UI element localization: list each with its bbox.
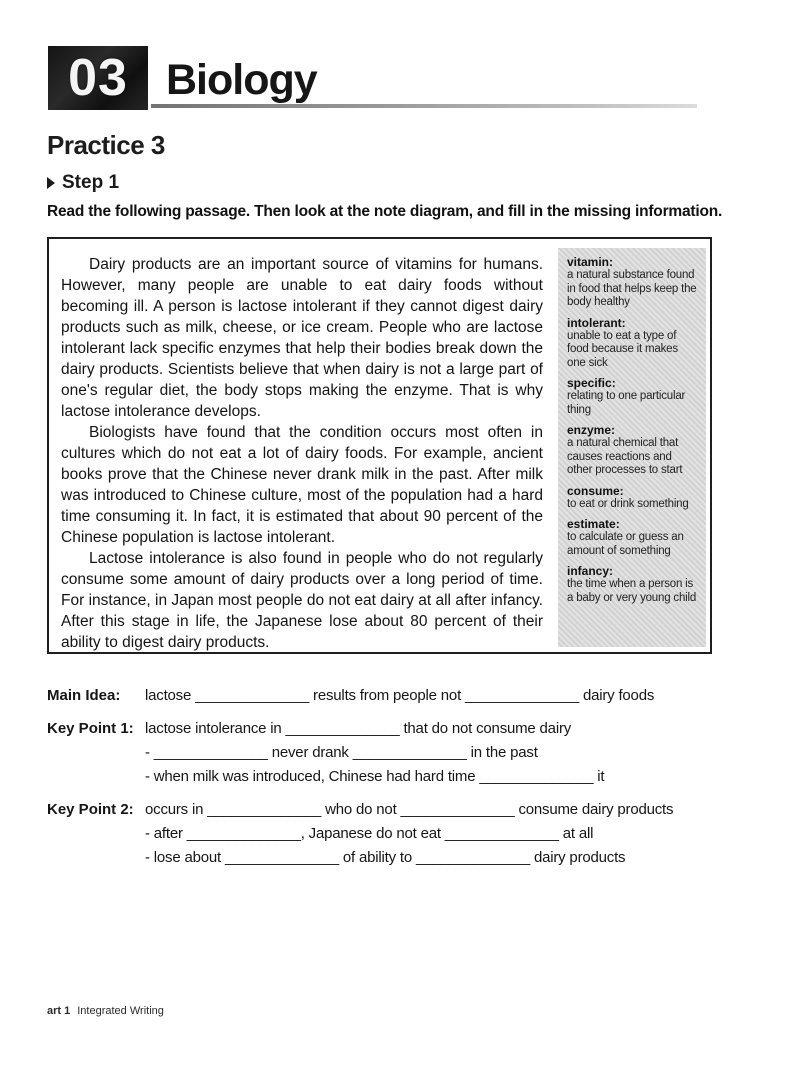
- vocab-definition: a natural chemical that causes reactions and other processes to start: [567, 437, 683, 476]
- vocab-definition: relating to one particular thing: [567, 390, 686, 416]
- note-line-with-blanks: - when milk was introduced, Chinese had hard time ______________ it: [145, 768, 605, 785]
- instruction-text: Read the following passage. Then look at the note diagram, and fill in the missing information.: [47, 203, 723, 220]
- vocab-entry: [567, 517, 697, 558]
- vocab-term: estimate:: [567, 517, 620, 531]
- vocab-term: consume:: [567, 483, 624, 498]
- practice-title: Practice 3: [47, 130, 165, 160]
- note-label: Key Point 2:: [47, 801, 134, 818]
- passage-box: [47, 237, 712, 654]
- passage-text: [61, 254, 543, 653]
- passage-paragraph: Biologists have found that the condition occurs most often in cultures which do not eat a lot of dairy foods. For example, ancient books prove that the Chinese never drank milk in the past. After milk was introduced to Chinese culture, most of the population had a hard time consuming it. In fact, it is estimated that about 90 percent of the Chinese population is lactose intolerant.: [61, 424, 543, 546]
- vocab-term: infancy:: [567, 564, 614, 578]
- vocab-entry: [567, 564, 697, 605]
- vocab-definition: unable to eat a type of food because it makes one sick: [567, 329, 678, 369]
- note-line-with-blanks: lactose intolerance in ______________ that do not consume dairy: [145, 720, 572, 737]
- note-label: Main Idea:: [47, 687, 121, 704]
- vocab-definition: a natural substance found in food that helps keep the body healthy: [567, 269, 697, 308]
- step-arrow-icon: [47, 177, 55, 189]
- note-line-with-blanks: - lose about ______________ of ability to ______________ dairy products: [145, 849, 626, 866]
- vocab-definition: to eat or drink something: [567, 497, 689, 510]
- vocab-definition: the time when a person is a baby or very young child: [567, 578, 697, 604]
- page-footer: [47, 1005, 164, 1017]
- note-label: Key Point 1:: [47, 720, 134, 737]
- note-row-key-point-1: [47, 719, 727, 791]
- vocab-term: specific:: [567, 376, 616, 390]
- note-row-key-point-2: [47, 800, 727, 872]
- note-lines: [145, 719, 727, 791]
- step-label: Step 1: [62, 172, 120, 193]
- step-heading: [47, 172, 119, 194]
- note-lines: [145, 686, 727, 710]
- passage-paragraph: Dairy products are an important source of vitamins for humans. However, many people are unable to eat dairy foods without becoming ill. A person is lactose intolerant if they cannot digest dairy products such as milk, cheese, or ice cream. People who are lactose intolerant lack specific enzymes that help their bodies break down the dairy products. Scientists believe that when dairy is not a large part of one's regular diet, the body stops making the enzyme. That is why lactose intolerance develops.: [61, 256, 543, 420]
- footer-part-label: art 1: [47, 1005, 71, 1017]
- vocab-entry: [567, 316, 697, 371]
- note-line-with-blanks: - after ______________, Japanese do not eat ______________ at all: [145, 825, 594, 842]
- note-lines: [145, 800, 727, 872]
- unit-title: Biology: [166, 56, 317, 104]
- vocab-definition: to calculate or guess an amount of something: [567, 531, 684, 557]
- vocab-entry: [567, 255, 697, 310]
- vocab-entry: [567, 376, 697, 417]
- passage-paragraph: Lactose intolerance is also found in people who do not regularly consume some amount of dairy products over a long period of time. For instance, in Japan most people do not eat dairy at all after infancy. After this stage in life, the Japanese lose about 80 percent of their ability to digest dairy products.: [61, 550, 543, 651]
- note-line-with-blanks: lactose ______________ results from people not ______________ dairy foods: [145, 687, 655, 704]
- footer-section-label: Integrated Writing: [77, 1005, 164, 1017]
- note-line-with-blanks: occurs in ______________ who do not ______________ consume dairy products: [145, 801, 674, 818]
- vocab-term: vitamin:: [567, 255, 614, 269]
- header-divider: [151, 104, 697, 108]
- note-row-main-idea: [47, 686, 727, 710]
- vocab-entry: [567, 423, 697, 478]
- unit-number-box: [48, 46, 148, 110]
- unit-number: 03: [68, 49, 128, 107]
- note-diagram: [47, 686, 727, 881]
- vocab-term: enzyme:: [567, 423, 616, 437]
- vocab-entry: [567, 484, 697, 512]
- note-line-with-blanks: - ______________ never drank ______________ in the past: [145, 744, 538, 761]
- vocab-term: intolerant:: [567, 315, 626, 330]
- vocabulary-sidebar: [558, 248, 706, 647]
